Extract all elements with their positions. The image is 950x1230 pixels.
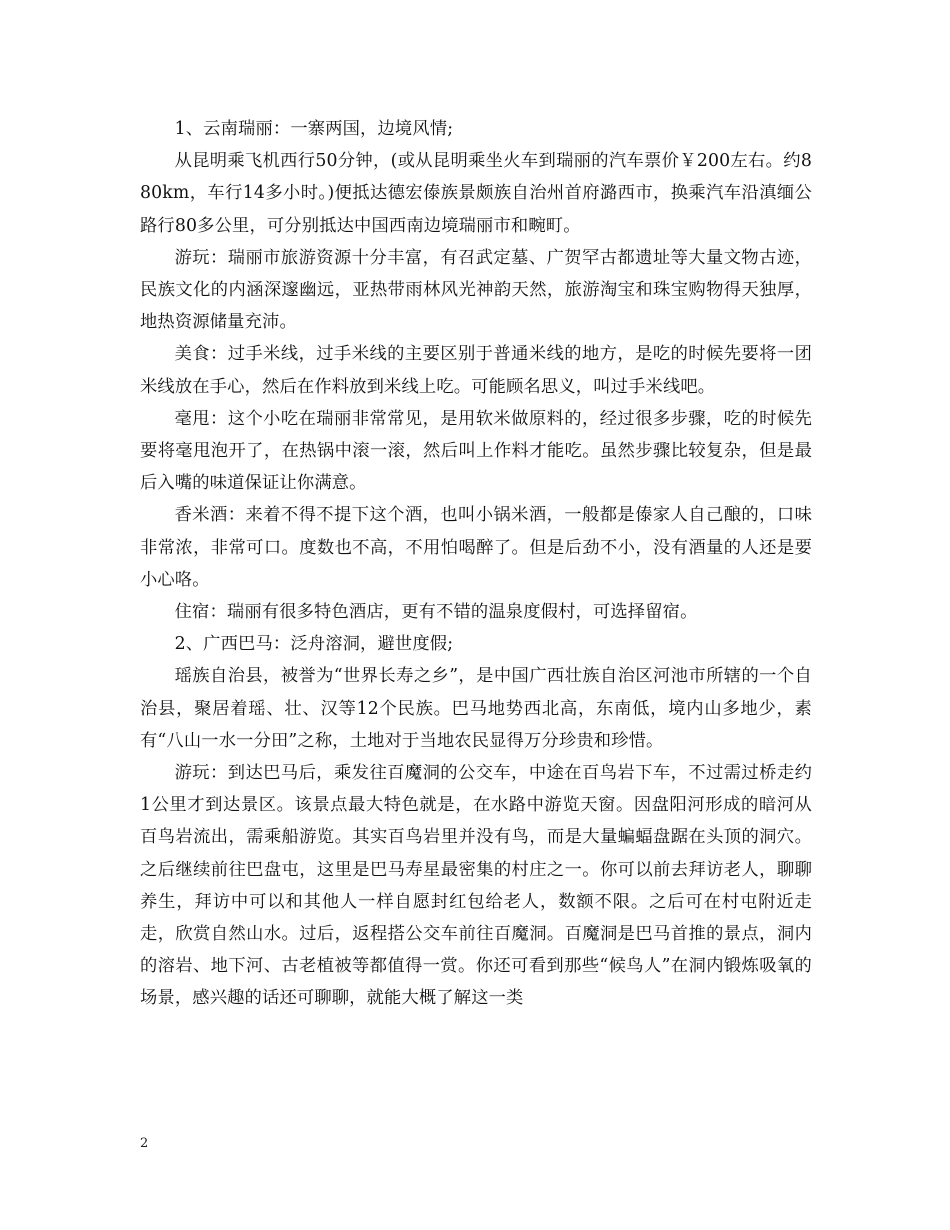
paragraph-ruili-sightseeing: 游玩：瑞丽市旅游资源十分丰富，有召武定墓、广贺罕古都遗址等大量文物古迹，民族文化的内涵深邃幽远，亚热带雨林风光神韵天然，旅游淘宝和珠宝购物得天独厚，地热资源储量充沛。 xyxy=(140,247,812,333)
paragraph-ruili-food-rice-noodle: 美食：过手米线，过手米线的主要区别于普通米线的地方，是吃的时候先要将一团米线放在手心，然后在作料放到米线上吃。可能顾名思义，叫过手米线吧。 xyxy=(140,344,812,397)
paragraph-ruili-transport: 从昆明乘飞机西行50分钟，(或从昆明乘坐火车到瑞丽的汽车票价￥200左右。约880km，车行14多小时。)便抵达德宏傣族景颇族自治州首府潞西市，换乘汽车沿滇缅公路行80多公里，可分别抵达中国西南边境瑞丽市和畹町。 xyxy=(140,151,812,236)
paragraph-bama-introduction: 瑶族自治县，被誉为“世界长寿之乡”，是中国广西壮族自治区河池市所辖的一个自治县，聚居着瑶、壮、汉等12个民族。巴马地势西北高，东南低，境内山多地少，素有“八山一水一分田”之称，土地对于当地农民显得万分珍贵和珍惜。 xyxy=(140,666,812,751)
paragraph-guangxi-bama-heading: 2、广西巴马：泛舟溶洞，避世度假; xyxy=(174,634,454,655)
page-number: 2 xyxy=(140,1136,149,1151)
paragraph-ruili-rice-wine: 香米酒：来着不得不提下这个酒，也叫小锅米酒，一般都是傣家人自己酿的，口味非常浓，非常可口。度数也不高，不用怕喝醉了。但是后劲不小，没有酒量的人还是要小心咯。 xyxy=(140,505,812,590)
paragraph-bama-sightseeing: 游玩：到达巴马后，乘发往百魔洞的公交车，中途在百鸟岩下车，不过需过桥走约1公里才到达景区。该景点最大特色就是，在水路中游览天窗。因盘阳河形成的暗河从百鸟岩流出，需乘船游览。其实百鸟岩里并没有鸟，而是大量蝙蝠盘踞在头顶的洞穴。之后继续前往巴盘屯，这里是巴马寿星最密集的村庄之一。你可以前去拜访老人，聊聊养生，拜访中可以和其他人一样自愿封红包给老人，数额不限。之后可在村屯附近走走，欣赏自然山水。过后，返程搭公交车前往百魔洞。百魔洞是巴马首推的景点，洞内的溶岩、地下河、古老植被等都值得一赏。你还可看到那些“候鸟人”在洞内锻炼吸氧的场景，感兴趣的话还可聊聊，就能大概了解这一类 xyxy=(140,763,812,1009)
document-body xyxy=(140,113,812,1015)
paragraph-yunnan-ruili-heading: 1、云南瑞丽：一寨两国，边境风情; xyxy=(174,119,454,139)
paragraph-ruili-food-haoshuai: 毫甩：这个小吃在瑞丽非常常见，是用软米做原料的，经过很多步骤，吃的时候先要将毫甩泡开了，在热锅中滚一滚，然后叫上作料才能吃。虽然步骤比较复杂，但是最后入嘴的味道保证让你满意。 xyxy=(140,408,812,494)
paragraph-ruili-accommodation: 住宿：瑞丽有很多特色酒店，更有不错的温泉度假村，可选择留宿。 xyxy=(174,602,698,623)
